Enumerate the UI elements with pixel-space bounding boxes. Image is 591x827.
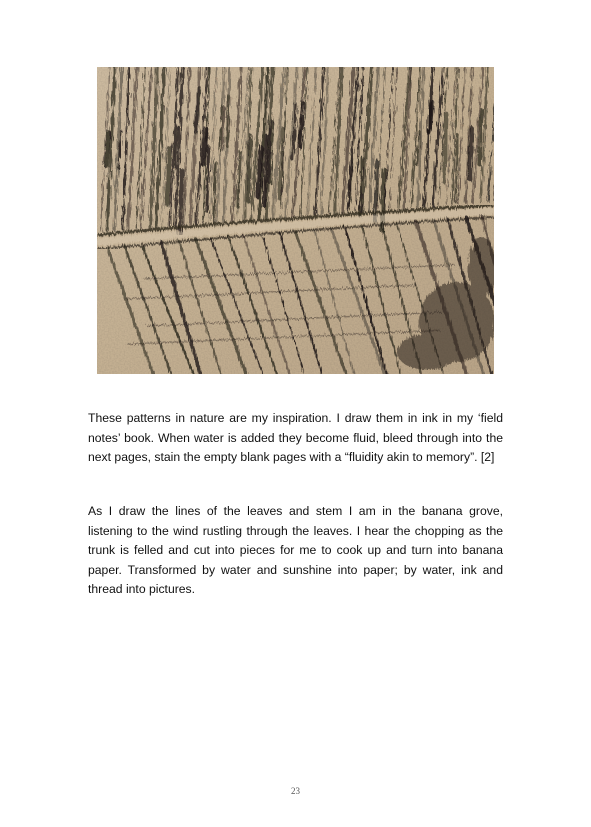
upper-vein-shadow (167, 148, 170, 204)
upper-vein-shadow (470, 128, 472, 179)
upper-vein-shadow (106, 133, 109, 166)
upper-vein-shadow (221, 108, 223, 150)
page-number: 23 (291, 786, 300, 796)
upper-vein-shadow (429, 102, 432, 132)
upper-vein-shadow (270, 122, 272, 182)
paragraph-banana-grove: As I draw the lines of the leaves and stem I am in the banana grove, listening to the wind rustling through the leaves. I hear the chopping as the trunk is felled and cut into pieces for me to cook up and turn into banana paper. Transformed by water and sunshine into paper; by water, ink and thread into pictures. (88, 504, 503, 597)
upper-vein-shadow (180, 170, 182, 234)
banana-leaf-print-svg (97, 67, 494, 374)
upper-vein-shadow (207, 146, 209, 211)
banana-leaf-print-image (97, 67, 494, 374)
upper-vein-shadow (227, 97, 229, 146)
paragraph-inspiration: These patterns in nature are my inspiration. I draw them in ink in my ‘field notes’ book. When water is added they become fluid, bleed through into the next pages, stain the empty blank pages with a “fluidity akin to memory”. [2] (88, 411, 503, 465)
upper-vein-shadow (249, 136, 251, 202)
